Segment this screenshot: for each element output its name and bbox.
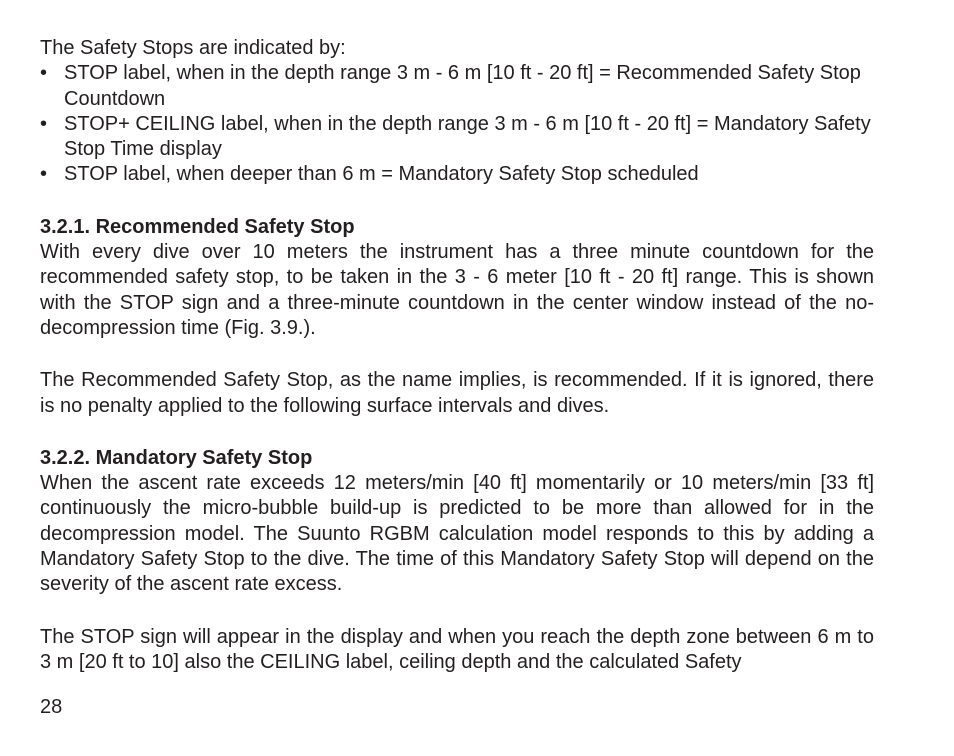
bullet-icon: • [40, 112, 48, 135]
paragraph: When the ascent rate exceeds 12 meters/min [40 ft] momentarily or 10 meters/min [33 ft] continuously the micro-bubble build-up is predicted to be more than allowed for in the decompression model. The Suunto RGBM calculation model responds to this by adding a Mandatory Safety Stop to the dive. The time of this Mandatory Safety Stop will depend on the severity of the ascent rate excess. [40, 472, 874, 596]
paragraph: The Recommended Safety Stop, as the name implies, is recommended. If it is ignored, there is no penalty applied to the following surface intervals and dives. [40, 369, 874, 417]
list-item [40, 162, 874, 187]
page-number: 28 [40, 696, 63, 718]
list-item [40, 61, 874, 112]
paragraph: With every dive over 10 meters the instrument has a three minute countdown for the recommended safety stop, to be taken in the 3 - 6 meter [10 ft - 20 ft] range. This is shown with the STOP sign and a three-minute countdown in the center window instead of the no-decompression time (Fig. 3.9.). [40, 241, 874, 339]
list-item [40, 112, 874, 163]
section-heading-mandatory-safety-stop: 3.2.2. Mandatory Safety Stop [40, 446, 313, 469]
bullet-icon: • [40, 62, 48, 85]
bullet-icon: • [40, 163, 48, 186]
manual-page-content [40, 36, 874, 675]
spacer [40, 419, 874, 446]
intro-text: The Safety Stops are indicated by: [40, 37, 346, 59]
safety-stop-indicator-list [40, 61, 874, 187]
list-item-text: STOP label, when in the depth range 3 m - 6 m [10 ft - 20 ft] = Recommended Safety Stop Countdown [64, 62, 861, 110]
section-heading-recommended-safety-stop: 3.2.1. Recommended Safety Stop [40, 215, 355, 238]
spacer [40, 188, 874, 215]
spacer [40, 598, 874, 625]
paragraph: The STOP sign will appear in the display and when you reach the depth zone between 6 m to 3 m [20 ft to 10] also the CEILING label, ceiling depth and the calculated Safety [40, 625, 874, 673]
list-item-text: STOP+ CEILING label, when in the depth range 3 m - 6 m [10 ft - 20 ft] = Mandatory Safety Stop Time display [64, 112, 871, 161]
list-item-text: STOP label, when deeper than 6 m = Mandatory Safety Stop scheduled [64, 163, 699, 186]
spacer [40, 341, 874, 368]
